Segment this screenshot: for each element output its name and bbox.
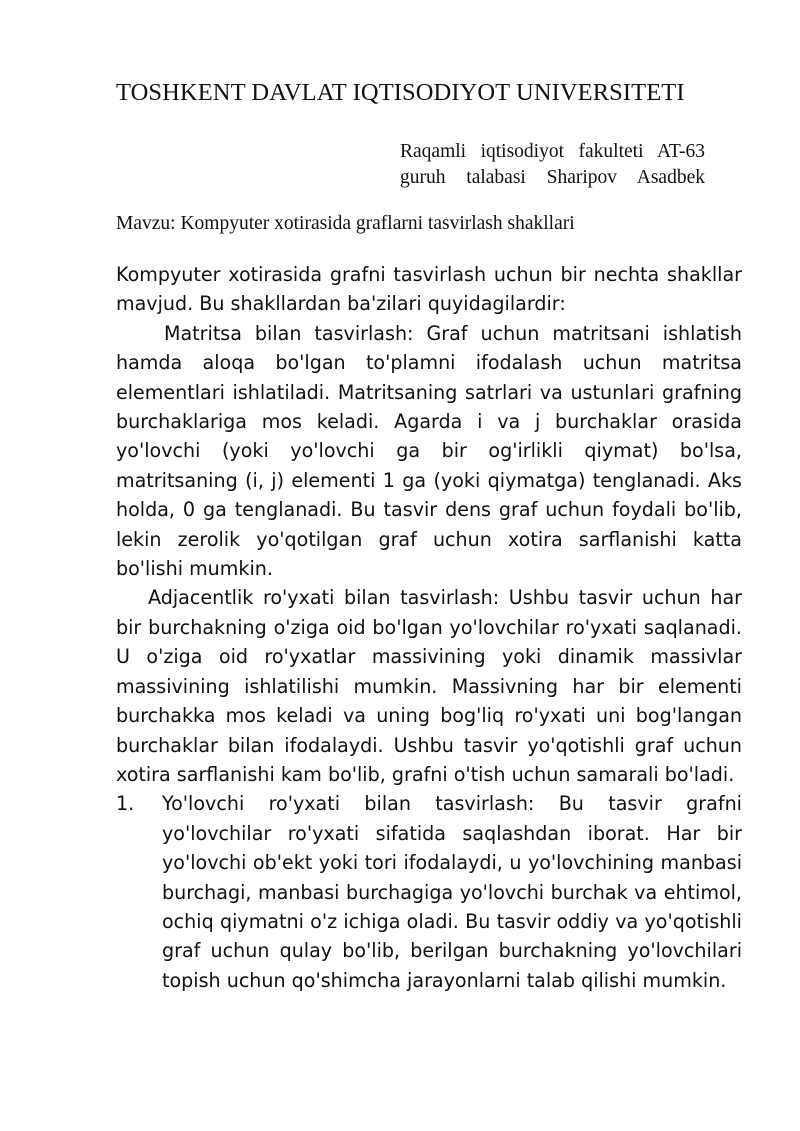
list-item-number: 1. <box>116 792 135 816</box>
list-item-text: Yo'lovchi ro'yxati bilan tasvirlash: Bu tasvir grafni yo'lovchilar ro'yxati sifatida saqlashdan iborat. Har bir yo'lovchi ob'ekt yoki tori ifodalaydi, u yo'lovchining manbasi burchagi, manbasi burchagiga yo'lovchi burchak va ehtimol, ochiq qiymatni o'z ichiga oladi. Bu tasvir oddiy va yo'qotishli graf uchun qulay bo'lib, berilgan burchakning yo'lovchilari topish uchun qo'shimcha jarayonlarni talab qilishi mumkin. <box>162 792 742 992</box>
student-info-line2: guruh talabasi Sharipov Asadbek <box>400 166 705 188</box>
topic-heading: Mavzu: Kompyuter xotirasida graflarni tasvirlash shakllari <box>116 213 575 234</box>
matrix-paragraph: Matritsa bilan tasvirlash: Graf uchun matritsani ishlatish hamda aloqa bo'lgan to'plamni ifodalash uchun matritsa elementlari ishlatiladi. Matritsaning satrlari va ustunlari grafning burchaklariga mos keladi. Agarda i va j burchaklar orasida yo'lovchi (yoki yo'lovchi ga bir og'irlikli qiymat) bo'lsa, matritsaning (i, j) elementi 1 ga (yoki qiymatga) tenglanadi. Aks holda, 0 ga tenglanadi. Bu tasvir dens graf uchun foydali bo'lib, lekin zerolik yo'qotilgan graf uchun xotira sarflanishi katta bo'lishi mumkin. <box>116 321 742 581</box>
adjacency-paragraph: Adjacentlik ro'yxati bilan tasvirlash: Ushbu tasvir uchun har bir burchakning o'ziga oid bo'lgan yo'lovchilar ro'yxati saqlanadi. U o'ziga oid ro'yxatlar massivining yoki dinamik massivlar massivining ishlatilishi mumkin. Massivning har bir elementi burchakka mos keladi va uning bog'liq ro'yxati uni bog'langan burchaklar bilan ifodalaydi. Ushbu tasvir yo'qotishli graf uchun xotira sarflanishi kam bo'lib, grafni o'tish uchun samarali bo'ladi. <box>116 586 742 786</box>
list-item <box>116 789 742 995</box>
document-body <box>116 260 742 995</box>
intro-paragraph: Kompyuter xotirasida grafni tasvirlash uchun bir nechta shakllar mavjud. Bu shakllardan ba'zilari quyidagilardir: <box>116 263 742 316</box>
university-title: TOSHKENT DAVLAT IQTISODIYOT UNIVERSITETI <box>116 79 685 106</box>
student-info <box>400 139 705 190</box>
student-info-line1: Raqamli iqtisodiyot fakulteti AT-63 <box>400 141 705 162</box>
